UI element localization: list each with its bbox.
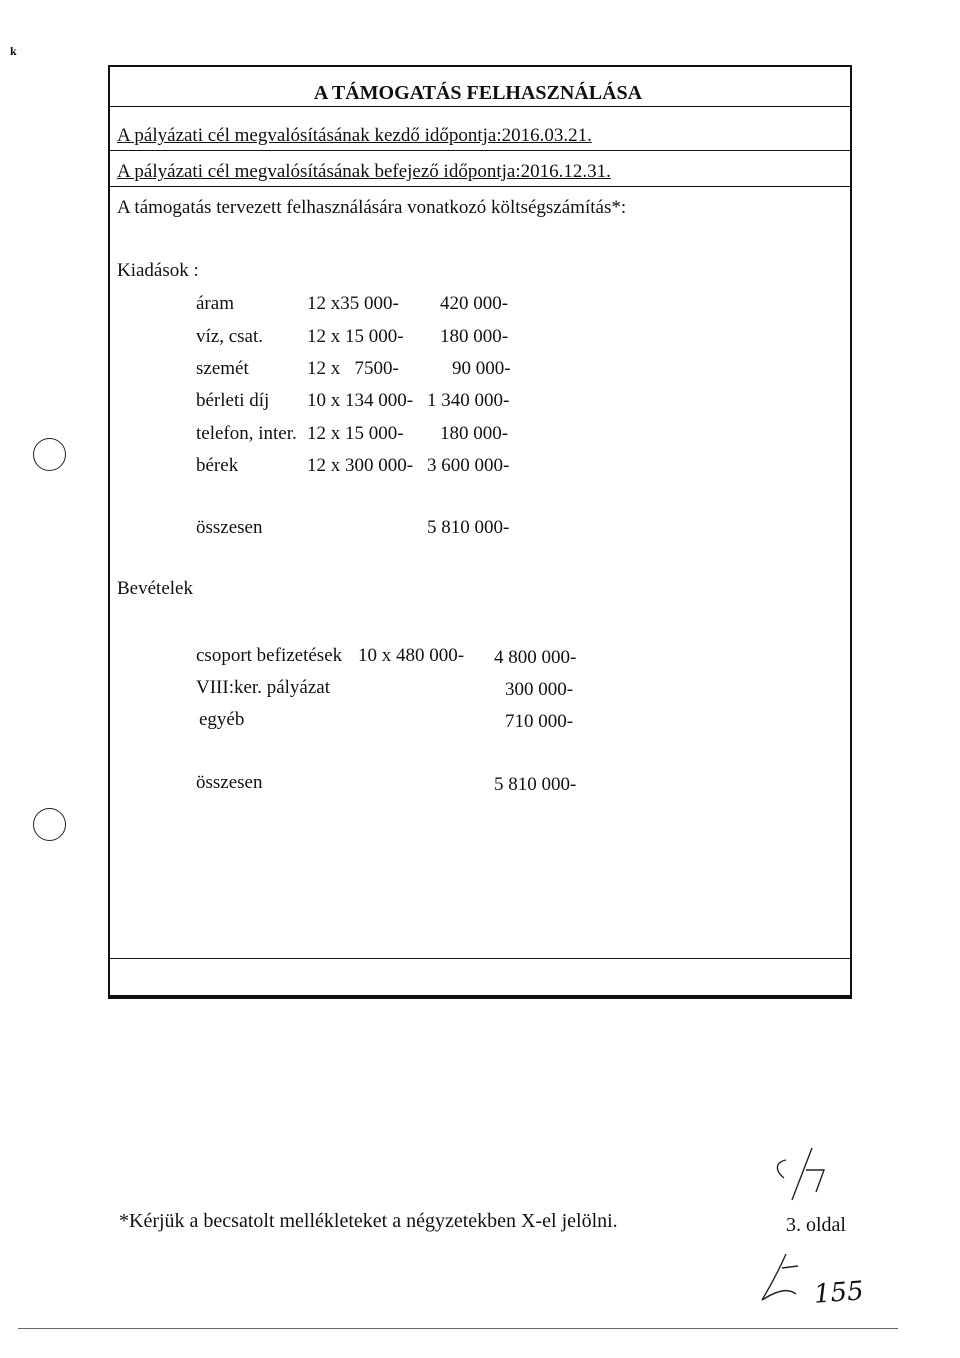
income-item: egyéb — [199, 709, 245, 730]
handwritten-initials — [766, 1140, 836, 1210]
scan-edge-line — [18, 1328, 898, 1329]
expense-item: áram — [196, 293, 234, 314]
budget-intro: A támogatás tervezett felhasználására vonatkozó költségszámítás*: — [117, 197, 627, 218]
footnote: *Kérjük a becsatolt mellékleteket a négyzetekben X-el jelölni. — [119, 1210, 618, 1232]
divider-start — [108, 150, 850, 151]
expense-calc: 12 x35 000- — [307, 293, 399, 314]
corner-mark: k — [10, 44, 17, 58]
expense-calc: 12 x 7500- — [307, 358, 399, 379]
expense-amount: 1 340 000- — [427, 390, 510, 411]
divider-bottom-section — [108, 958, 850, 959]
start-date-line: A pályázati cél megvalósításának kezdő időpontja:2016.03.21. — [117, 125, 592, 146]
expense-amount: 420 000- — [440, 293, 509, 314]
income-total-label: összesen — [196, 772, 263, 793]
expense-calc: 12 x 300 000- — [307, 455, 414, 476]
expense-calc: 12 x 15 000- — [307, 423, 404, 444]
expense-amount: 180 000- — [440, 326, 509, 347]
expense-item: bérek — [196, 455, 239, 476]
income-amount: 710 000- — [505, 711, 574, 732]
punch-hole-bottom — [33, 808, 66, 841]
expense-calc: 10 x 134 000- — [307, 390, 414, 411]
expense-amount: 180 000- — [440, 423, 509, 444]
expenses-heading: Kiadások : — [117, 260, 199, 281]
expense-item: víz, csat. — [196, 326, 264, 347]
income-heading: Bevételek — [117, 578, 193, 599]
income-item: VIII:ker. pályázat — [196, 677, 330, 698]
expense-item: szemét — [196, 358, 249, 379]
page-title: A TÁMOGATÁS FELHASZNÁLÁSA — [313, 82, 643, 104]
divider-title — [108, 106, 850, 107]
expense-item: telefon, inter. — [196, 423, 297, 444]
handwritten-number: 155 — [813, 1276, 865, 1310]
expense-calc: 12 x 15 000- — [307, 326, 404, 347]
income-amount: 300 000- — [505, 679, 574, 700]
punch-hole-top — [33, 438, 66, 471]
expenses-total-label: összesen — [196, 517, 263, 538]
income-item: csoport befizetések — [196, 645, 343, 666]
expense-amount: 3 600 000- — [427, 455, 510, 476]
income-amount: 4 800 000- — [494, 647, 577, 668]
expense-item: bérleti díj — [196, 390, 270, 411]
expense-amount: 90 000- — [452, 358, 511, 379]
income-total-amount: 5 810 000- — [494, 774, 577, 795]
end-date-line: A pályázati cél megvalósításának befejező időpontja:2016.12.31. — [117, 161, 611, 182]
expenses-total-amount: 5 810 000- — [427, 517, 510, 538]
divider-end — [108, 186, 850, 187]
page-number-label: 3. oldal — [786, 1214, 846, 1236]
income-calc: 10 x 480 000- — [358, 645, 465, 666]
